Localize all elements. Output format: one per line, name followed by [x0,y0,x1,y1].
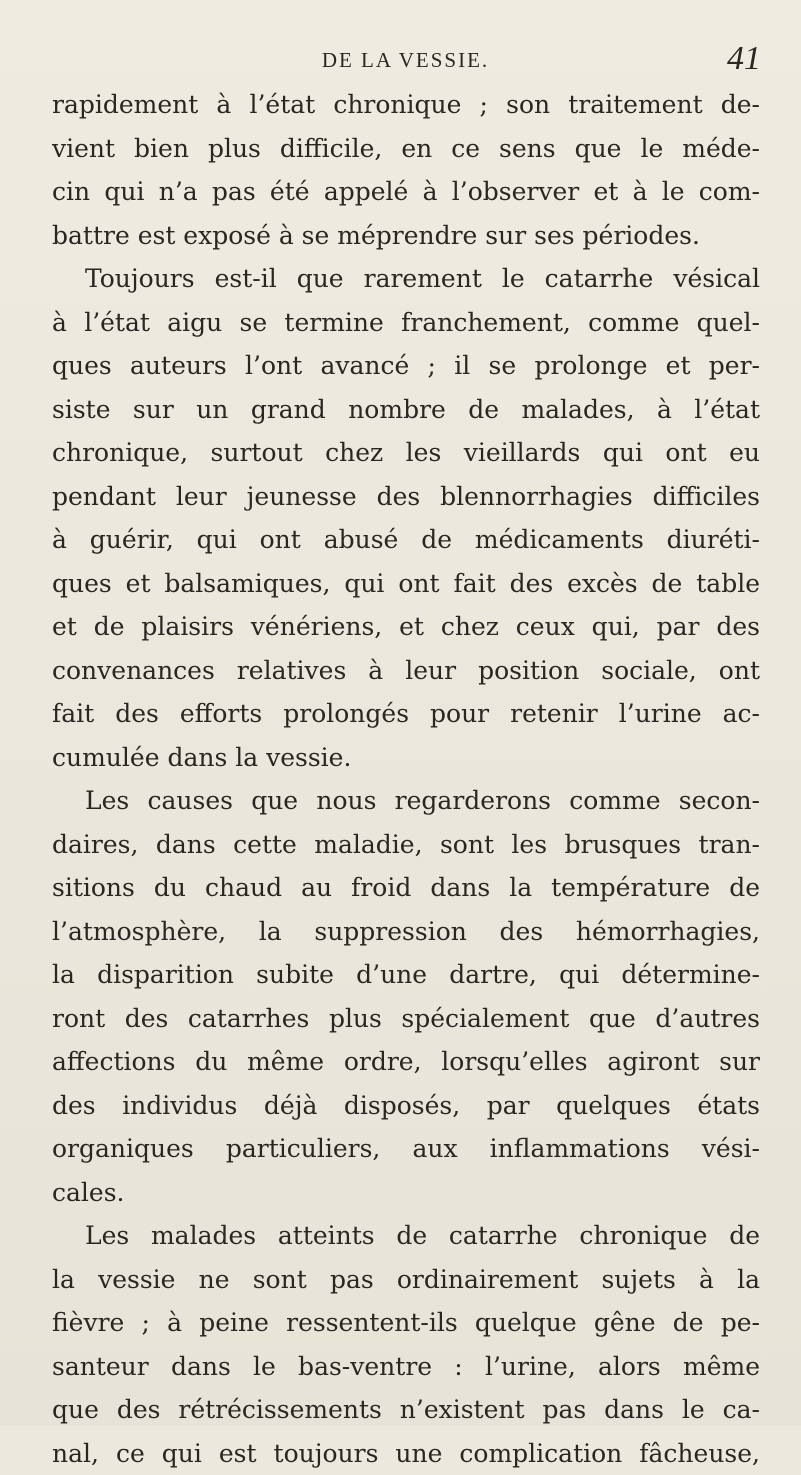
text-line: vient bien plus difficile, en ce sens que le méde- [52,127,760,171]
text-line: fait des efforts prolongés pour retenir l’urine ac- [52,692,760,736]
text-line: santeur dans le bas-ventre : l’urine, alors même [52,1345,760,1389]
text-line: chronique, surtout chez les vieillards qui ont eu [52,431,760,475]
text-line: l’atmosphère, la suppression des hémorrhagies, [52,910,760,954]
text-line: à l’état aigu se termine franchement, comme quel- [52,301,760,345]
text-line: rapidement à l’état chronique ; son traitement de- [52,83,760,127]
text-line: la disparition subite d’une dartre, qui détermine- [52,953,760,997]
text-line: ques et balsamiques, qui ont fait des excès de table [52,562,760,606]
running-head [50,40,761,80]
text-line: à guérir, qui ont abusé de médicaments diuréti- [52,518,760,562]
text-line: des individus déjà disposés, par quelques états [52,1084,760,1128]
text-line: la vessie ne sont pas ordinairement sujets à la [52,1258,760,1302]
text-line: convenances relatives à leur position sociale, ont [52,649,760,693]
text-line: affections du même ordre, lorsqu’elles agiront sur [52,1040,760,1084]
text-line: daires, dans cette maladie, sont les brusques tran- [52,823,760,867]
page-number: 41 [727,40,761,78]
text-line: cumulée dans la vessie. [52,736,760,780]
text-line: battre est exposé à se méprendre sur ses périodes. [52,214,760,258]
text-line: Toujours est-il que rarement le catarrhe vésical [52,257,760,301]
text-line: sitions du chaud au froid dans la température de [52,866,760,910]
text-line: Les malades atteints de catarrhe chronique de [52,1214,760,1258]
text-line: que des rétrécissements n’existent pas dans le ca- [52,1388,760,1432]
text-line: cin qui n’a pas été appelé à l’observer et à le com- [52,170,760,214]
text-line: Les causes que nous regarderons comme secon- [52,779,760,823]
text-line: ront des catarrhes plus spécialement que d’autres [52,997,760,1041]
text-line: cales. [52,1171,760,1215]
text-line: fièvre ; à peine ressentent-ils quelque gêne de pe- [52,1301,760,1345]
text-line: et de plaisirs vénériens, et chez ceux qui, par des [52,605,760,649]
text-line: siste sur un grand nombre de malades, à l’état [52,388,760,432]
text-line: nal, ce qui est toujours une complication fâcheuse, [52,1432,760,1475]
running-title: DE LA VESSIE. [50,48,761,73]
text-line: organiques particuliers, aux inflammations vési- [52,1127,760,1171]
text-line: pendant leur jeunesse des blennorrhagies difficiles [52,475,760,519]
text-line: ques auteurs l’ont avancé ; il se prolonge et per- [52,344,760,388]
body-text [52,83,760,1475]
